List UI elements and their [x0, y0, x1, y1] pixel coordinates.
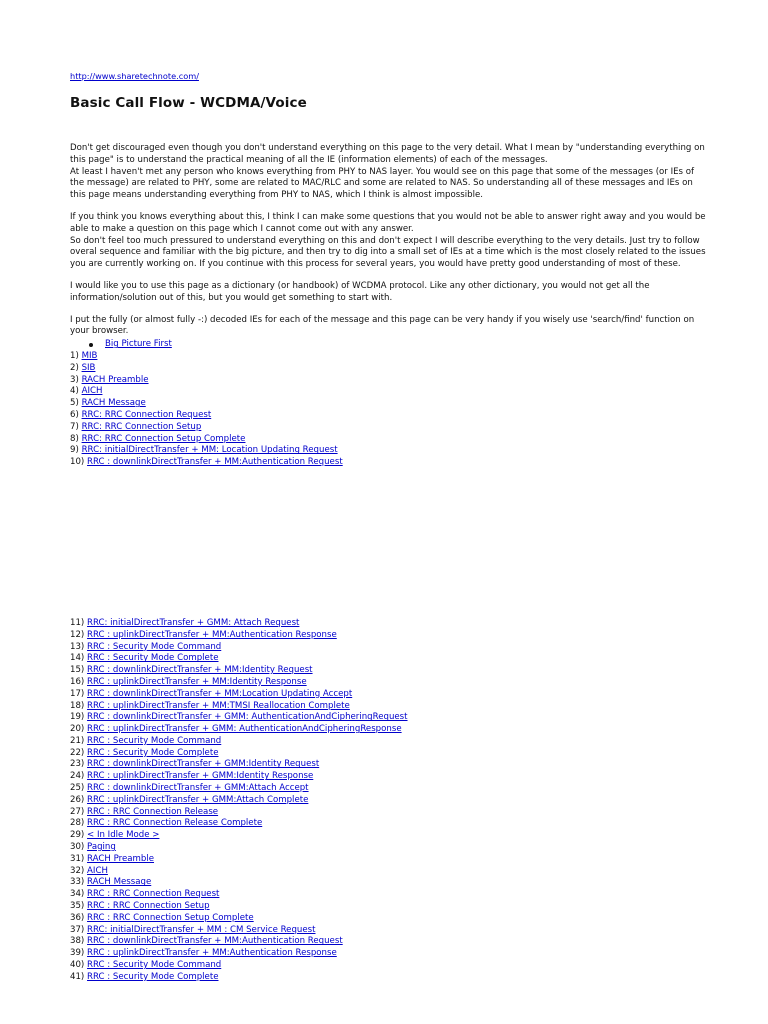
toc-item-number: 5)	[70, 398, 79, 409]
toc-item-number: 26)	[70, 794, 85, 805]
toc-item-number: 25)	[70, 783, 85, 794]
toc-item-number: 4)	[70, 386, 79, 397]
message-list-part2	[70, 618, 710, 984]
toc-item	[70, 712, 710, 724]
toc-item	[70, 665, 710, 677]
toc-item-number: 24)	[70, 771, 85, 782]
toc-item-link[interactable]: RRC : RRC Connection Release	[87, 806, 219, 817]
message-list-part1	[70, 351, 710, 469]
toc-item-link[interactable]: RRC: RRC Connection Setup Complete	[81, 433, 246, 444]
intro-paragraph: At least I haven't met any person who knows everything from PHY to NAS layer. You would see on this page that some of the messages (or IEs of the message) are related to PHY, some are related to MAC/RLC and some are related to NAS. So understanding all of these messages and IEs on this page means understanding everything from PHY to NAS, which I think is almost impossible.	[70, 166, 695, 201]
toc-item-number: 34)	[70, 889, 85, 900]
toc-item-link[interactable]: RRC : RRC Connection Setup	[87, 901, 210, 912]
toc-item-number: 14)	[70, 653, 85, 664]
toc-item-link[interactable]: RACH Message	[87, 877, 152, 888]
toc-item	[70, 422, 710, 434]
toc-item-link[interactable]: RRC : downlinkDirectTransfer + MM:Identity Request	[87, 665, 313, 676]
toc-item-number: 21)	[70, 735, 85, 746]
toc-item-link[interactable]: RRC : Security Mode Command	[87, 960, 222, 971]
toc-item-number: 36)	[70, 912, 85, 923]
toc-item-link[interactable]: RRC : Security Mode Command	[87, 641, 222, 652]
toc-item	[70, 701, 710, 713]
toc-item-link[interactable]: RRC : downlinkDirectTransfer + MM:Authentication Request	[87, 457, 343, 468]
toc-item-number: 6)	[70, 409, 79, 420]
toc-item	[70, 771, 710, 783]
toc-item-number: 12)	[70, 629, 85, 640]
toc-item-number: 2)	[70, 362, 79, 373]
toc-item-number: 35)	[70, 901, 85, 912]
toc-item	[70, 948, 710, 960]
toc-item-number: 37)	[70, 924, 85, 935]
toc-item	[70, 913, 710, 925]
toc-item-number: 22)	[70, 747, 85, 758]
toc-item-link[interactable]: AICH	[87, 865, 108, 876]
toc-item	[70, 830, 710, 842]
toc-item	[70, 818, 710, 830]
toc-item	[70, 434, 710, 446]
toc-item-link[interactable]: RRC : uplinkDirectTransfer + MM:Identity Response	[87, 676, 307, 687]
toc-item	[70, 351, 710, 363]
page-title: Basic Call Flow - WCDMA/Voice	[70, 95, 307, 111]
toc-item-number: 31)	[70, 853, 85, 864]
toc-item-number: 19)	[70, 712, 85, 723]
toc-item-number: 3)	[70, 374, 79, 385]
toc-item	[70, 759, 710, 771]
toc-item	[70, 375, 710, 387]
toc-item-link[interactable]: RRC : uplinkDirectTransfer + GMM:Identity Response	[87, 771, 314, 782]
toc-item-number: 11)	[70, 617, 85, 628]
toc-item	[70, 410, 710, 422]
toc-item-number: 32)	[70, 865, 85, 876]
toc-item-link[interactable]: RRC: initialDirectTransfer + MM: Location Updating Request	[81, 445, 338, 456]
toc-item-link[interactable]: RRC : downlinkDirectTransfer + MM:Authentication Request	[87, 936, 343, 947]
toc-item	[70, 795, 710, 807]
toc-item-link[interactable]: RACH Preamble	[81, 374, 149, 385]
intro-paragraph: I put the fully (or almost fully -:) decoded IEs for each of the message and this page can be very handy if you wisely use 'search/find' function on your browser.	[70, 314, 695, 337]
toc-item	[70, 972, 710, 984]
toc-item-link[interactable]: RRC : uplinkDirectTransfer + MM:TMSI Reallocation Complete	[87, 700, 350, 711]
toc-item	[70, 889, 710, 901]
toc-item-link[interactable]: RACH Message	[81, 398, 146, 409]
toc-item-number: 8)	[70, 433, 79, 444]
toc-item-link[interactable]: RRC : Security Mode Command	[87, 735, 222, 746]
toc-item-number: 33)	[70, 877, 85, 888]
big-picture-link[interactable]: Big Picture First	[105, 339, 172, 350]
toc-item-link[interactable]: RRC : downlinkDirectTransfer + MM:Location Updating Accept	[87, 688, 353, 699]
toc-item-link[interactable]: SIB	[81, 362, 96, 373]
toc-item-number: 28)	[70, 818, 85, 829]
toc-item-number: 9)	[70, 445, 79, 456]
bullet-icon	[89, 343, 93, 347]
toc-item	[70, 677, 710, 689]
toc-item-number: 30)	[70, 842, 85, 853]
toc-item-link[interactable]: RRC : Security Mode Complete	[87, 971, 219, 982]
toc-item	[70, 630, 710, 642]
toc-item-link[interactable]: RRC : Security Mode Complete	[87, 747, 219, 758]
toc-item	[70, 866, 710, 878]
toc-item	[70, 901, 710, 913]
toc-item	[70, 386, 710, 398]
intro-paragraph: I would like you to use this page as a dictionary (or handbook) of WCDMA protocol. Like any other dictionary, you would not get all the information/solution out of this, but you would get something to start with.	[70, 280, 650, 303]
toc-item-number: 39)	[70, 948, 85, 959]
toc-item	[70, 936, 710, 948]
toc-item-link[interactable]: RRC : RRC Connection Setup Complete	[87, 912, 254, 923]
toc-item	[70, 618, 710, 630]
bullet-item	[70, 339, 710, 351]
toc-item-number: 38)	[70, 936, 85, 947]
toc-item-number: 13)	[70, 641, 85, 652]
toc-item-link[interactable]: RACH Preamble	[87, 853, 155, 864]
toc-item-number: 41)	[70, 971, 85, 982]
intro-paragraph: If you think you knows everything about this, I think I can make some questions that you would not be able to answer right away and you would be able to make a question on this page which I cannot come out with any answer.	[70, 211, 706, 234]
toc-item-link[interactable]: RRC : uplinkDirectTransfer + GMM: AuthenticationAndCipheringResponse	[87, 724, 402, 735]
toc-item-link[interactable]: MIB	[81, 350, 98, 361]
toc-item	[70, 736, 710, 748]
toc-item-link[interactable]: RRC : uplinkDirectTransfer + MM:Authentication Response	[87, 948, 337, 959]
toc-item-number: 17)	[70, 688, 85, 699]
toc-item	[70, 960, 710, 972]
toc-item-link[interactable]: AICH	[81, 386, 103, 397]
toc-item-link[interactable]: RRC : downlinkDirectTransfer + GMM:Identity Request	[87, 759, 320, 770]
toc-item-link[interactable]: RRC : uplinkDirectTransfer + MM:Authentication Response	[87, 629, 337, 640]
toc-item	[70, 445, 710, 457]
toc-item-number: 15)	[70, 665, 85, 676]
intro-paragraph: Don't get discouraged even though you don't understand everything on this page to the very detail. What I mean by "understanding everything on this page" is to understand the practical meaning of all the IE (information elements) of each of the messages.	[70, 143, 705, 165]
toc-item-number: 7)	[70, 421, 79, 432]
toc-item	[70, 457, 710, 469]
toc-item-number: 29)	[70, 830, 85, 841]
toc-item-link[interactable]: RRC: RRC Connection Setup	[81, 421, 202, 432]
toc-item	[70, 724, 710, 736]
toc-item	[70, 783, 710, 795]
toc-item	[70, 854, 710, 866]
toc-item	[70, 363, 710, 375]
toc-item-number: 1)	[70, 350, 79, 361]
source-link[interactable]: http://www.sharetechnote.com/	[70, 71, 199, 81]
toc-item-link[interactable]: RRC: initialDirectTransfer + MM : CM Service Request	[87, 924, 316, 935]
toc-item-number: 27)	[70, 806, 85, 817]
toc-item	[70, 877, 710, 889]
toc-item-link[interactable]: RRC : downlinkDirectTransfer + GMM:Attach Accept	[87, 783, 309, 794]
toc-item-link[interactable]: RRC : uplinkDirectTransfer + GMM:Attach Complete	[87, 794, 309, 805]
toc-item-number: 16)	[70, 676, 85, 687]
toc-item	[70, 842, 710, 854]
toc-item	[70, 398, 710, 410]
toc-item-number: 23)	[70, 759, 85, 770]
toc-item-link[interactable]: < In Idle Mode >	[87, 830, 160, 841]
toc-item	[70, 748, 710, 760]
toc-item-link[interactable]: RRC : downlinkDirectTransfer + GMM: AuthenticationAndCipheringRequest	[87, 712, 408, 723]
toc-item	[70, 653, 710, 665]
toc-item-number: 10)	[70, 457, 85, 468]
toc-item	[70, 642, 710, 654]
toc-item	[70, 807, 710, 819]
toc-item-link[interactable]: Paging	[87, 842, 116, 853]
toc-item-link[interactable]: RRC : RRC Connection Request	[87, 889, 220, 900]
toc-item-link[interactable]: RRC: initialDirectTransfer + GMM: Attach Request	[87, 617, 300, 628]
toc-item-link[interactable]: RRC : RRC Connection Release Complete	[87, 818, 263, 829]
toc-item-number: 18)	[70, 700, 85, 711]
toc-item-number: 20)	[70, 724, 85, 735]
toc-item-link[interactable]: RRC : Security Mode Complete	[87, 653, 219, 664]
document-page	[70, 70, 710, 984]
toc-item-link[interactable]: RRC: RRC Connection Request	[81, 409, 212, 420]
toc-item	[70, 689, 710, 701]
toc-item	[70, 925, 710, 937]
intro-paragraph: So don't feel too much pressured to understand everything on this and don't expect I will describe everything to the very details. Just try to follow overal sequence and familiar with the big picture, and then try to dig into a small set of IEs at a time which is the most closely related to the issues you are currently working on. If you continue with this process for several years, you would have pretty good understanding of most of these.	[70, 235, 706, 270]
toc-item-number: 40)	[70, 960, 85, 971]
